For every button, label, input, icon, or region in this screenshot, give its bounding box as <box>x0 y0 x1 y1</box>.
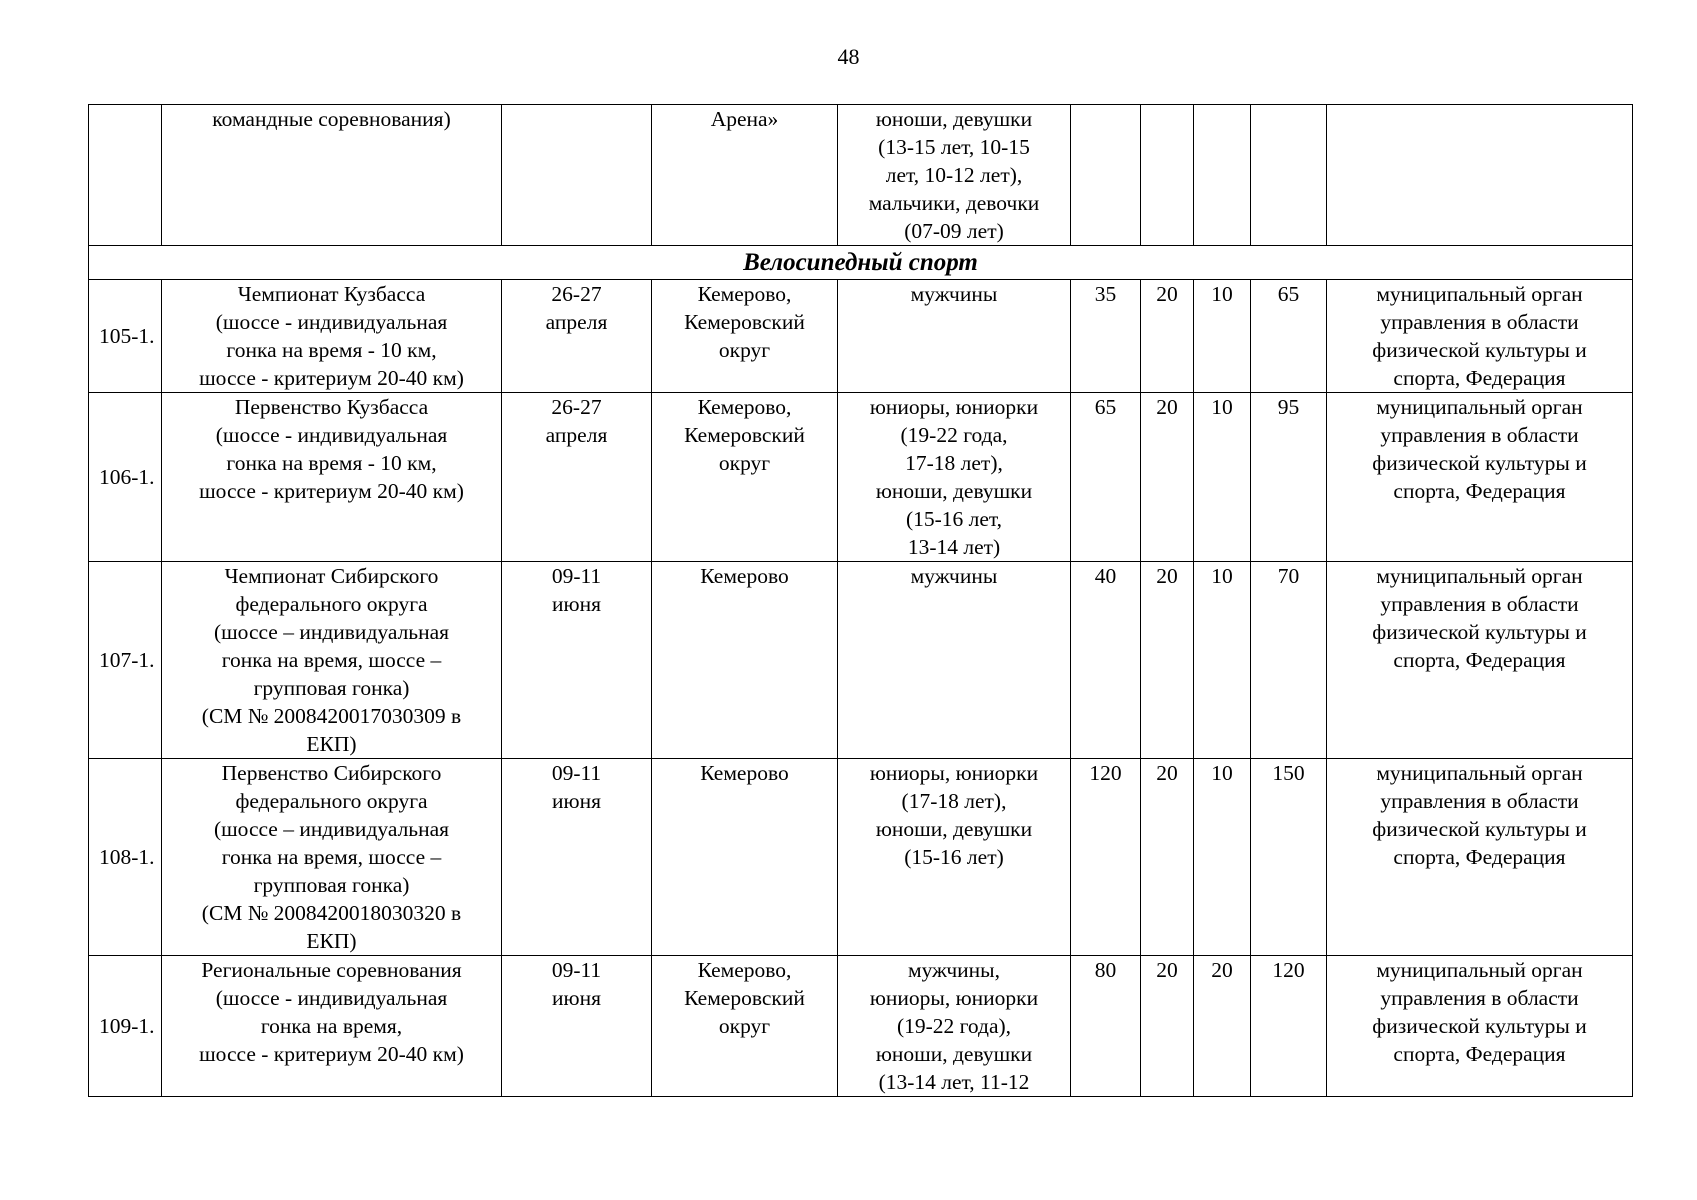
cell-count-3: 10 <box>1194 562 1251 759</box>
cell-count-2: 20 <box>1141 393 1194 562</box>
cell-place: Кемерово <box>652 759 838 956</box>
cell-count-total: 95 <box>1251 393 1327 562</box>
cell-number: 107-1. <box>89 562 162 759</box>
table-row <box>89 393 1633 562</box>
cell-count-total: 70 <box>1251 562 1327 759</box>
cell-count-total: 65 <box>1251 280 1327 393</box>
cell-dates: 09-11 июня <box>502 956 652 1097</box>
cell-participants: юноши, девушки (13-15 лет, 10-15 лет, 10-12 лет), мальчики, девочки (07-09 лет) <box>838 105 1071 246</box>
cell-count-1 <box>1071 105 1141 246</box>
cell-participants: юниоры, юниорки (17-18 лет), юноши, девушки (15-16 лет) <box>838 759 1071 956</box>
cell-dates: 09-11 июня <box>502 759 652 956</box>
cell-count-1: 120 <box>1071 759 1141 956</box>
continuation-row <box>89 105 1633 246</box>
cell-place: Кемерово, Кемеровский округ <box>652 956 838 1097</box>
cell-event-name: Региональные соревнования (шоссе - индивидуальная гонка на время, шоссе - критериум 20-40 км) <box>162 956 502 1097</box>
cell-organizer: муниципальный орган управления в области физической культуры и спорта, Федерация <box>1327 562 1633 759</box>
cell-participants: мужчины <box>838 562 1071 759</box>
section-title: Велосипедный спорт <box>89 246 1633 280</box>
cell-organizer: муниципальный орган управления в области физической культуры и спорта, Федерация <box>1327 956 1633 1097</box>
cell-number: 105-1. <box>89 280 162 393</box>
cell-organizer <box>1327 105 1633 246</box>
cell-event-name: Первенство Кузбасса (шоссе - индивидуальная гонка на время - 10 км, шоссе - критериум 20-40 км) <box>162 393 502 562</box>
cell-place: Кемерово, Кемеровский округ <box>652 280 838 393</box>
cell-count-3: 10 <box>1194 393 1251 562</box>
cell-event-name: Первенство Сибирского федерального округа (шоссе – индивидуальная гонка на время, шоссе – групповая гонка) (СМ № 2008420018030320 в ЕКП) <box>162 759 502 956</box>
cell-organizer: муниципальный орган управления в области физической культуры и спорта, Федерация <box>1327 759 1633 956</box>
cell-count-3: 10 <box>1194 280 1251 393</box>
cell-event-name: Чемпионат Кузбасса (шоссе - индивидуальная гонка на время - 10 км, шоссе - критериум 20-40 км) <box>162 280 502 393</box>
cell-count-total <box>1251 105 1327 246</box>
cell-count-3 <box>1194 105 1251 246</box>
table-row <box>89 956 1633 1097</box>
table-row <box>89 280 1633 393</box>
cell-dates <box>502 105 652 246</box>
cell-dates: 09-11 июня <box>502 562 652 759</box>
section-header-row <box>89 246 1633 280</box>
events-table <box>88 104 1633 1097</box>
cell-participants: мужчины, юниоры, юниорки (19-22 года), юноши, девушки (13-14 лет, 11-12 <box>838 956 1071 1097</box>
cell-number: 106-1. <box>89 393 162 562</box>
cell-number <box>89 105 162 246</box>
cell-dates: 26-27 апреля <box>502 280 652 393</box>
cell-dates: 26-27 апреля <box>502 393 652 562</box>
cell-count-2: 20 <box>1141 280 1194 393</box>
cell-count-1: 40 <box>1071 562 1141 759</box>
cell-count-1: 80 <box>1071 956 1141 1097</box>
cell-count-total: 120 <box>1251 956 1327 1097</box>
cell-count-1: 65 <box>1071 393 1141 562</box>
cell-participants: мужчины <box>838 280 1071 393</box>
cell-count-1: 35 <box>1071 280 1141 393</box>
cell-count-2: 20 <box>1141 759 1194 956</box>
cell-organizer: муниципальный орган управления в области физической культуры и спорта, Федерация <box>1327 280 1633 393</box>
cell-number: 109-1. <box>89 956 162 1097</box>
cell-count-2: 20 <box>1141 956 1194 1097</box>
cell-place: Арена» <box>652 105 838 246</box>
cell-place: Кемерово, Кемеровский округ <box>652 393 838 562</box>
cell-count-2: 20 <box>1141 562 1194 759</box>
cell-count-3: 20 <box>1194 956 1251 1097</box>
cell-event-name: Чемпионат Сибирского федерального округа (шоссе – индивидуальная гонка на время, шоссе – групповая гонка) (СМ № 2008420017030309 в ЕКП) <box>162 562 502 759</box>
cell-organizer: муниципальный орган управления в области физической культуры и спорта, Федерация <box>1327 393 1633 562</box>
cell-count-total: 150 <box>1251 759 1327 956</box>
cell-participants: юниоры, юниорки (19-22 года, 17-18 лет), юноши, девушки (15-16 лет, 13-14 лет) <box>838 393 1071 562</box>
cell-place: Кемерово <box>652 562 838 759</box>
cell-number: 108-1. <box>89 759 162 956</box>
cell-count-2 <box>1141 105 1194 246</box>
table-row <box>89 562 1633 759</box>
table-row <box>89 759 1633 956</box>
cell-event-name: командные соревнования) <box>162 105 502 246</box>
cell-count-3: 10 <box>1194 759 1251 956</box>
page-number: 48 <box>837 44 860 69</box>
